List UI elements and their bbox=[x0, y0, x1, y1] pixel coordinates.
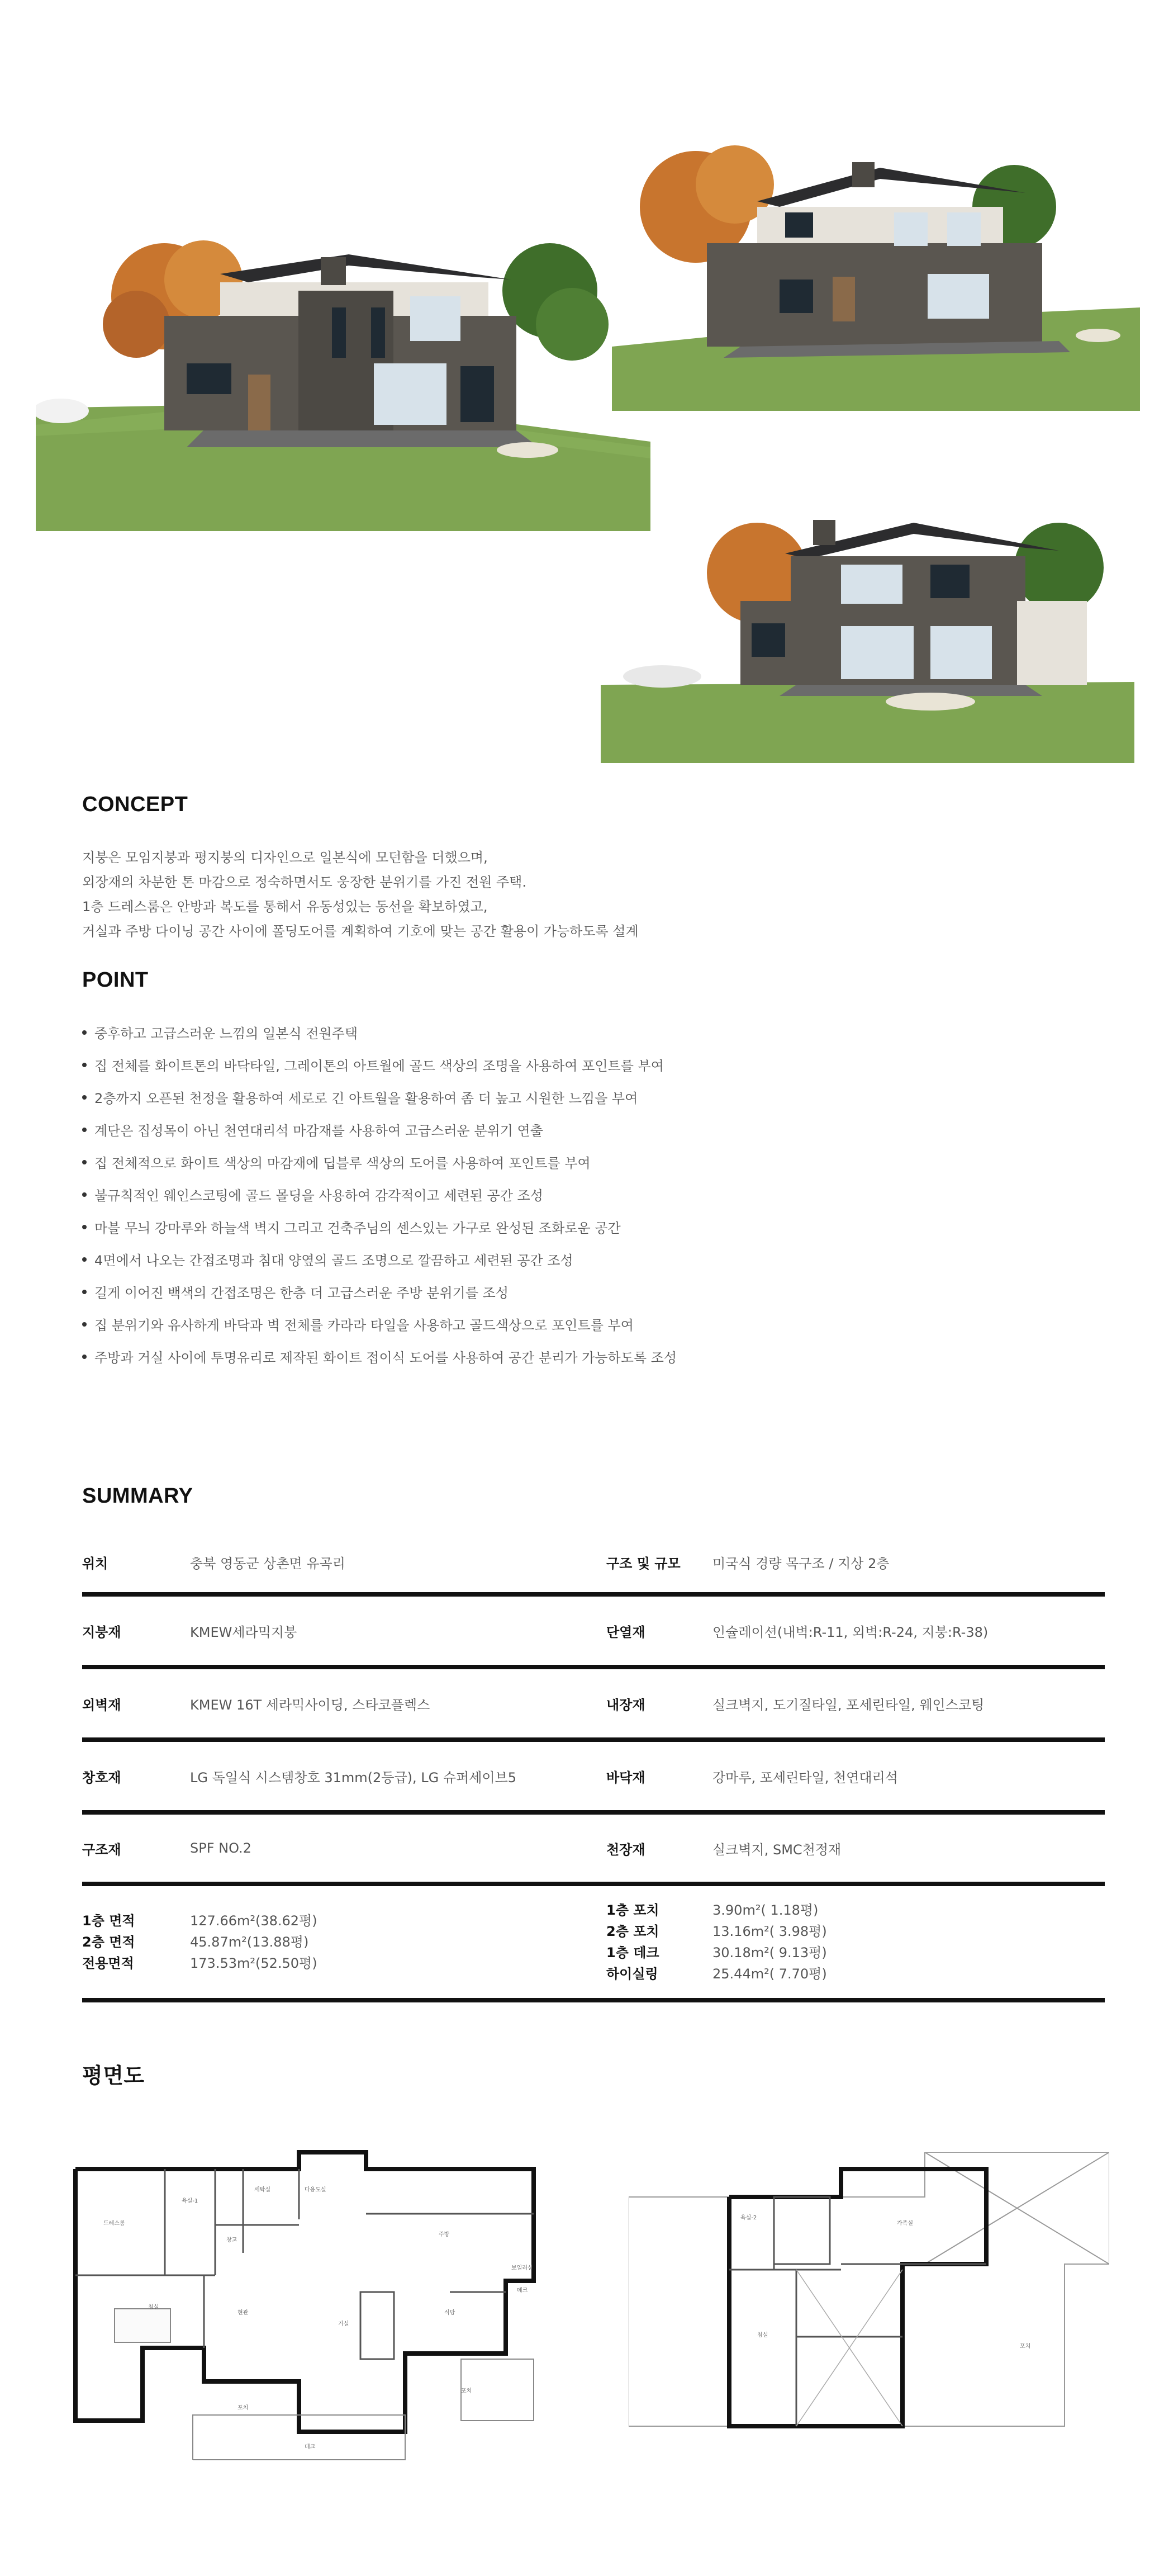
summary-value: KMEW세라믹지붕 bbox=[190, 1624, 297, 1640]
summary-value: SPF NO.2 bbox=[190, 1840, 251, 1856]
room-label-laundry: 세탁실 bbox=[254, 2187, 270, 2193]
concept-line: 지붕은 모임지붕과 평지붕의 디자인으로 일본식에 모던함을 더했으며, bbox=[82, 850, 488, 865]
room-label-entrance: 현관 bbox=[237, 2310, 249, 2316]
bullet-icon bbox=[82, 1095, 87, 1100]
concept-text bbox=[82, 845, 1088, 944]
bullet-icon bbox=[82, 1063, 87, 1067]
summary-label: 창호재 bbox=[82, 1769, 121, 1786]
floorplan-second-floor bbox=[629, 2152, 1109, 2454]
room-label-dressroom: 드레스룸 bbox=[103, 2220, 125, 2227]
room-label-deck: 데크 bbox=[305, 2444, 316, 2450]
table-row bbox=[82, 1884, 1105, 2000]
concept-title: CONCEPT bbox=[82, 793, 188, 816]
summary-label: 바닥재 bbox=[606, 1769, 645, 1786]
summary-label: 구조재 bbox=[82, 1841, 121, 1858]
floorplan-title: 평면도 bbox=[82, 2064, 145, 2088]
table-row bbox=[82, 1532, 1105, 1594]
table-row bbox=[82, 1812, 1105, 1884]
point-list bbox=[82, 1017, 1088, 1374]
list-item: 집 전체를 화이트톤의 바닥타일, 그레이톤의 아트월에 골드 색상의 조명을 사용하여 포인트를 부여 bbox=[82, 1050, 1088, 1082]
house-rendering-side bbox=[612, 129, 1140, 411]
list-item: 집 전체적으로 화이트 색상의 마감재에 딥블루 색상의 도어를 사용하여 포인트를 부여 bbox=[82, 1147, 1088, 1180]
room-label-bedroom2: 침실 bbox=[757, 2332, 768, 2338]
point-title: POINT bbox=[82, 968, 149, 992]
floorplan-first-floor bbox=[70, 2147, 545, 2471]
table-row bbox=[82, 1740, 1105, 1812]
summary-label: 내장재 bbox=[606, 1697, 645, 1713]
summary-label: 외벽재 bbox=[82, 1697, 121, 1713]
summary-label: 단열재 bbox=[606, 1624, 645, 1640]
summary-label: 지붕재 bbox=[82, 1624, 121, 1640]
list-item: 2층까지 오픈된 천정을 활용하여 세로로 긴 아트월을 활용하여 좀 더 높고 시원한 느낌을 부여 bbox=[82, 1082, 1088, 1115]
summary-label: 구조 및 규모 bbox=[606, 1555, 681, 1571]
summary-value: 실크벽지, SMC천정재 bbox=[712, 1841, 842, 1858]
list-item: 4면에서 나오는 간접조명과 침대 양옆의 골드 조명으로 깔끔하고 세련된 공간 조성 bbox=[82, 1244, 1088, 1277]
concept-line: 거실과 주방 다이닝 공간 사이에 폴딩도어를 계획하여 기호에 맞는 공간 활용이 가능하도록 설계 bbox=[82, 924, 639, 939]
bullet-icon bbox=[82, 1322, 87, 1327]
house-rendering-rear bbox=[601, 500, 1134, 763]
list-item: 중후하고 고급스러운 느낌의 일본식 전원주택 bbox=[82, 1017, 1088, 1050]
room-label-living: 거실 bbox=[338, 2321, 349, 2327]
bullet-icon bbox=[82, 1030, 87, 1035]
summary-value: 미국식 경량 목구조 / 지상 2층 bbox=[712, 1555, 890, 1571]
room-label-bath1: 욕실-1 bbox=[182, 2198, 198, 2204]
room-label-porch-front: 포치 bbox=[237, 2405, 249, 2411]
summary-value: KMEW 16T 세라믹사이딩, 스타코플렉스 bbox=[190, 1697, 430, 1713]
area-labels-left: 1층 면적 2층 면적 전용면적 bbox=[82, 1913, 135, 1971]
summary-title: SUMMARY bbox=[82, 1484, 193, 1508]
area-values-right: 3.90m²( 1.18평) 13.16m²( 3.98평) 30.18m²( 9.13평) 25.44m²( 7.70평) bbox=[712, 1902, 827, 1982]
table-row bbox=[82, 1667, 1105, 1740]
room-label-utility: 다용도실 bbox=[305, 2187, 326, 2193]
summary-value: 인슐레이션(내벽:R-11, 외벽:R-24, 지붕:R-38) bbox=[712, 1624, 989, 1640]
bullet-icon bbox=[82, 1225, 87, 1229]
list-item: 주방과 거실 사이에 투명유리로 제작된 화이트 접이식 도어를 사용하여 공간 분리가 가능하도록 조성 bbox=[82, 1342, 1088, 1374]
bullet-icon bbox=[82, 1257, 87, 1262]
summary-value: LG 독일식 시스템창호 31mm(2등급), LG 슈퍼세이브5 bbox=[190, 1769, 517, 1786]
bullet-icon bbox=[82, 1290, 87, 1294]
table-row bbox=[82, 1594, 1105, 1667]
bullet-icon bbox=[82, 1355, 87, 1359]
summary-value: 충북 영동군 상촌면 유곡리 bbox=[190, 1555, 345, 1571]
room-label-storage: 창고 bbox=[226, 2237, 237, 2243]
room-label-deck-side: 데크 bbox=[517, 2288, 528, 2294]
room-label-family: 가족실 bbox=[897, 2220, 913, 2227]
list-item: 집 분위기와 유사하게 바닥과 벽 전체를 카라라 타일을 사용하고 골드색상으로 포인트를 부여 bbox=[82, 1309, 1088, 1342]
room-label-dining: 식당 bbox=[444, 2310, 455, 2316]
room-label-porch: 포치 bbox=[461, 2388, 472, 2394]
concept-line: 외장재의 차분한 톤 마감으로 정숙하면서도 웅장한 분위기를 가진 전원 주택. bbox=[82, 874, 526, 890]
room-label-porch2: 포치 bbox=[1020, 2343, 1031, 2350]
summary-value: 강마루, 포세린타일, 천연대리석 bbox=[712, 1769, 898, 1786]
summary-label: 위치 bbox=[82, 1555, 108, 1571]
list-item: 마블 무늬 강마루와 하늘색 벽지 그리고 건축주님의 센스있는 가구로 완성된 조화로운 공간 bbox=[82, 1212, 1088, 1244]
list-item: 길게 이어진 백색의 간접조명은 한층 더 고급스러운 주방 분위기를 조성 bbox=[82, 1277, 1088, 1309]
bullet-icon bbox=[82, 1128, 87, 1132]
area-labels-right: 1층 포치 2층 포치 1층 데크 하이실링 bbox=[606, 1902, 659, 1982]
room-label-bedroom: 침실 bbox=[148, 2304, 159, 2310]
summary-table bbox=[82, 1532, 1105, 2002]
room-label-bath2: 욕실-2 bbox=[740, 2215, 757, 2221]
bullet-icon bbox=[82, 1160, 87, 1164]
house-rendering-front bbox=[36, 224, 650, 531]
summary-value: 실크벽지, 도기질타일, 포세린타일, 웨인스코팅 bbox=[712, 1697, 985, 1713]
room-label-kitchen: 주방 bbox=[439, 2232, 450, 2238]
room-label-boiler: 보일러실 bbox=[511, 2265, 533, 2271]
bullet-icon bbox=[82, 1192, 87, 1197]
list-item: 불규칙적인 웨인스코팅에 골드 몰딩을 사용하여 감각적이고 세련된 공간 조성 bbox=[82, 1180, 1088, 1212]
area-values-left: 127.66m²(38.62평) 45.87m²(13.88평) 173.53m²(52.50평) bbox=[190, 1913, 317, 1971]
concept-line: 1층 드레스룸은 안방과 복도를 통해서 유동성있는 동선을 확보하였고, bbox=[82, 899, 488, 915]
summary-label: 천장재 bbox=[606, 1841, 645, 1858]
list-item: 계단은 집성목이 아닌 천연대리석 마감재를 사용하여 고급스러운 분위기 연출 bbox=[82, 1115, 1088, 1147]
